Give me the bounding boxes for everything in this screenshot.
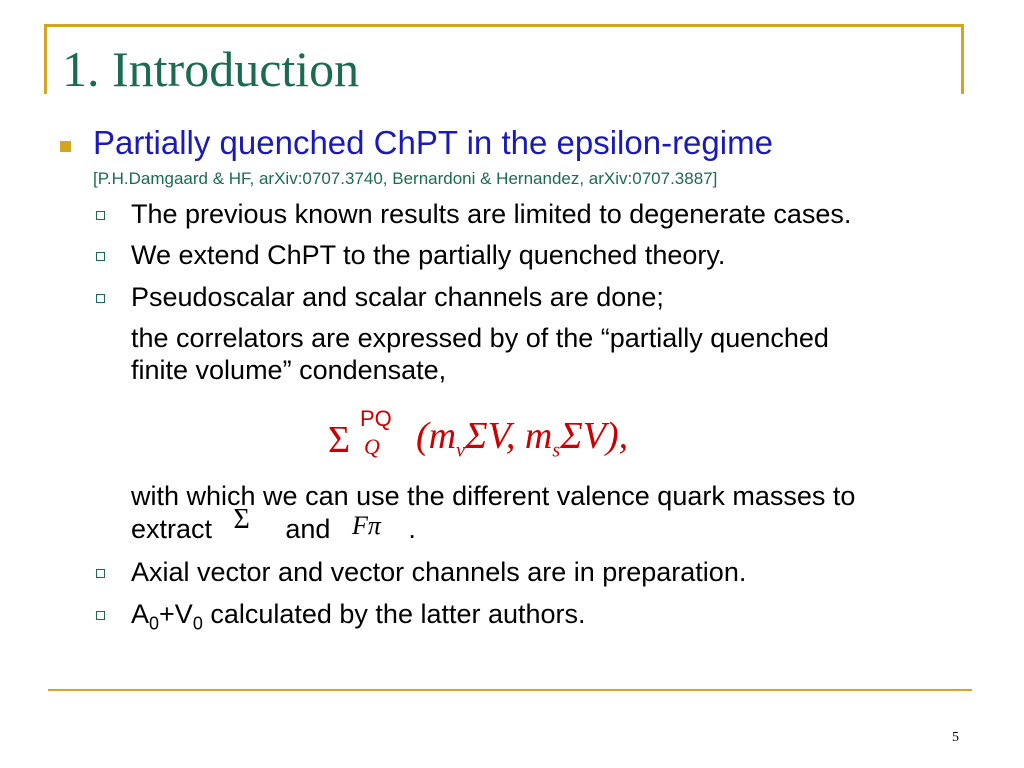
v-subscript: 0 [192,613,203,634]
reference-text: [P.H.Damgaard & HF, arXiv:0707.3740, Bernardoni & Hernandez, arXiv:0707.3887] [93,169,718,188]
formula-sigma: Σ [328,419,351,461]
plus-v: +V [159,599,193,629]
extract-line [131,504,416,546]
continuation-text: the correlators are expressed by of the “partially quenched [131,323,829,353]
formula-subscript: Q [364,434,380,459]
and-word: and [285,514,331,544]
list-item: Pseudoscalar and scalar channels are done; [131,282,664,312]
hollow-square-bullet-icon [96,569,105,578]
extract-word: extract [131,514,213,544]
list-item: Axial vector and vector channels are in preparation. [131,557,747,587]
hollow-square-bullet-icon [96,211,105,220]
frame-top-rule [44,24,964,27]
formula-arguments: ($m_v\Sigma V$, $m_s\Sigma V$), [416,415,629,462]
continuation-text-2: finite volume” condensate, [131,355,447,385]
item5-rest: calculated by the latter authors. [202,599,586,629]
inline-fpi: Fπ [351,511,381,540]
list-item: We extend ChPT to the partially quenched theory. [131,240,726,270]
inline-sigma: Σ [233,504,250,535]
slide-title: 1. Introduction [62,41,360,97]
a-subscript: 0 [149,613,160,634]
list-item: The previous known results are limited to degenerate cases. [131,199,852,229]
main-bullet-text: Partially quenched ChPT in the epsilon-regime [93,124,773,161]
square-bullet-icon [60,141,71,152]
a-symbol: A [131,599,150,629]
list-item [131,598,586,639]
period: . [408,514,416,544]
formula-superscript: PQ [360,406,392,431]
hollow-square-bullet-icon [96,611,105,620]
frame-left-rule [44,24,47,94]
hollow-square-bullet-icon [96,252,105,261]
bottom-rule [48,689,972,691]
after-formula-text: with which we can use the different valence quark masses to [131,481,856,511]
hollow-square-bullet-icon [96,294,105,303]
page-number: 5 [952,730,959,745]
frame-right-rule [961,24,964,94]
